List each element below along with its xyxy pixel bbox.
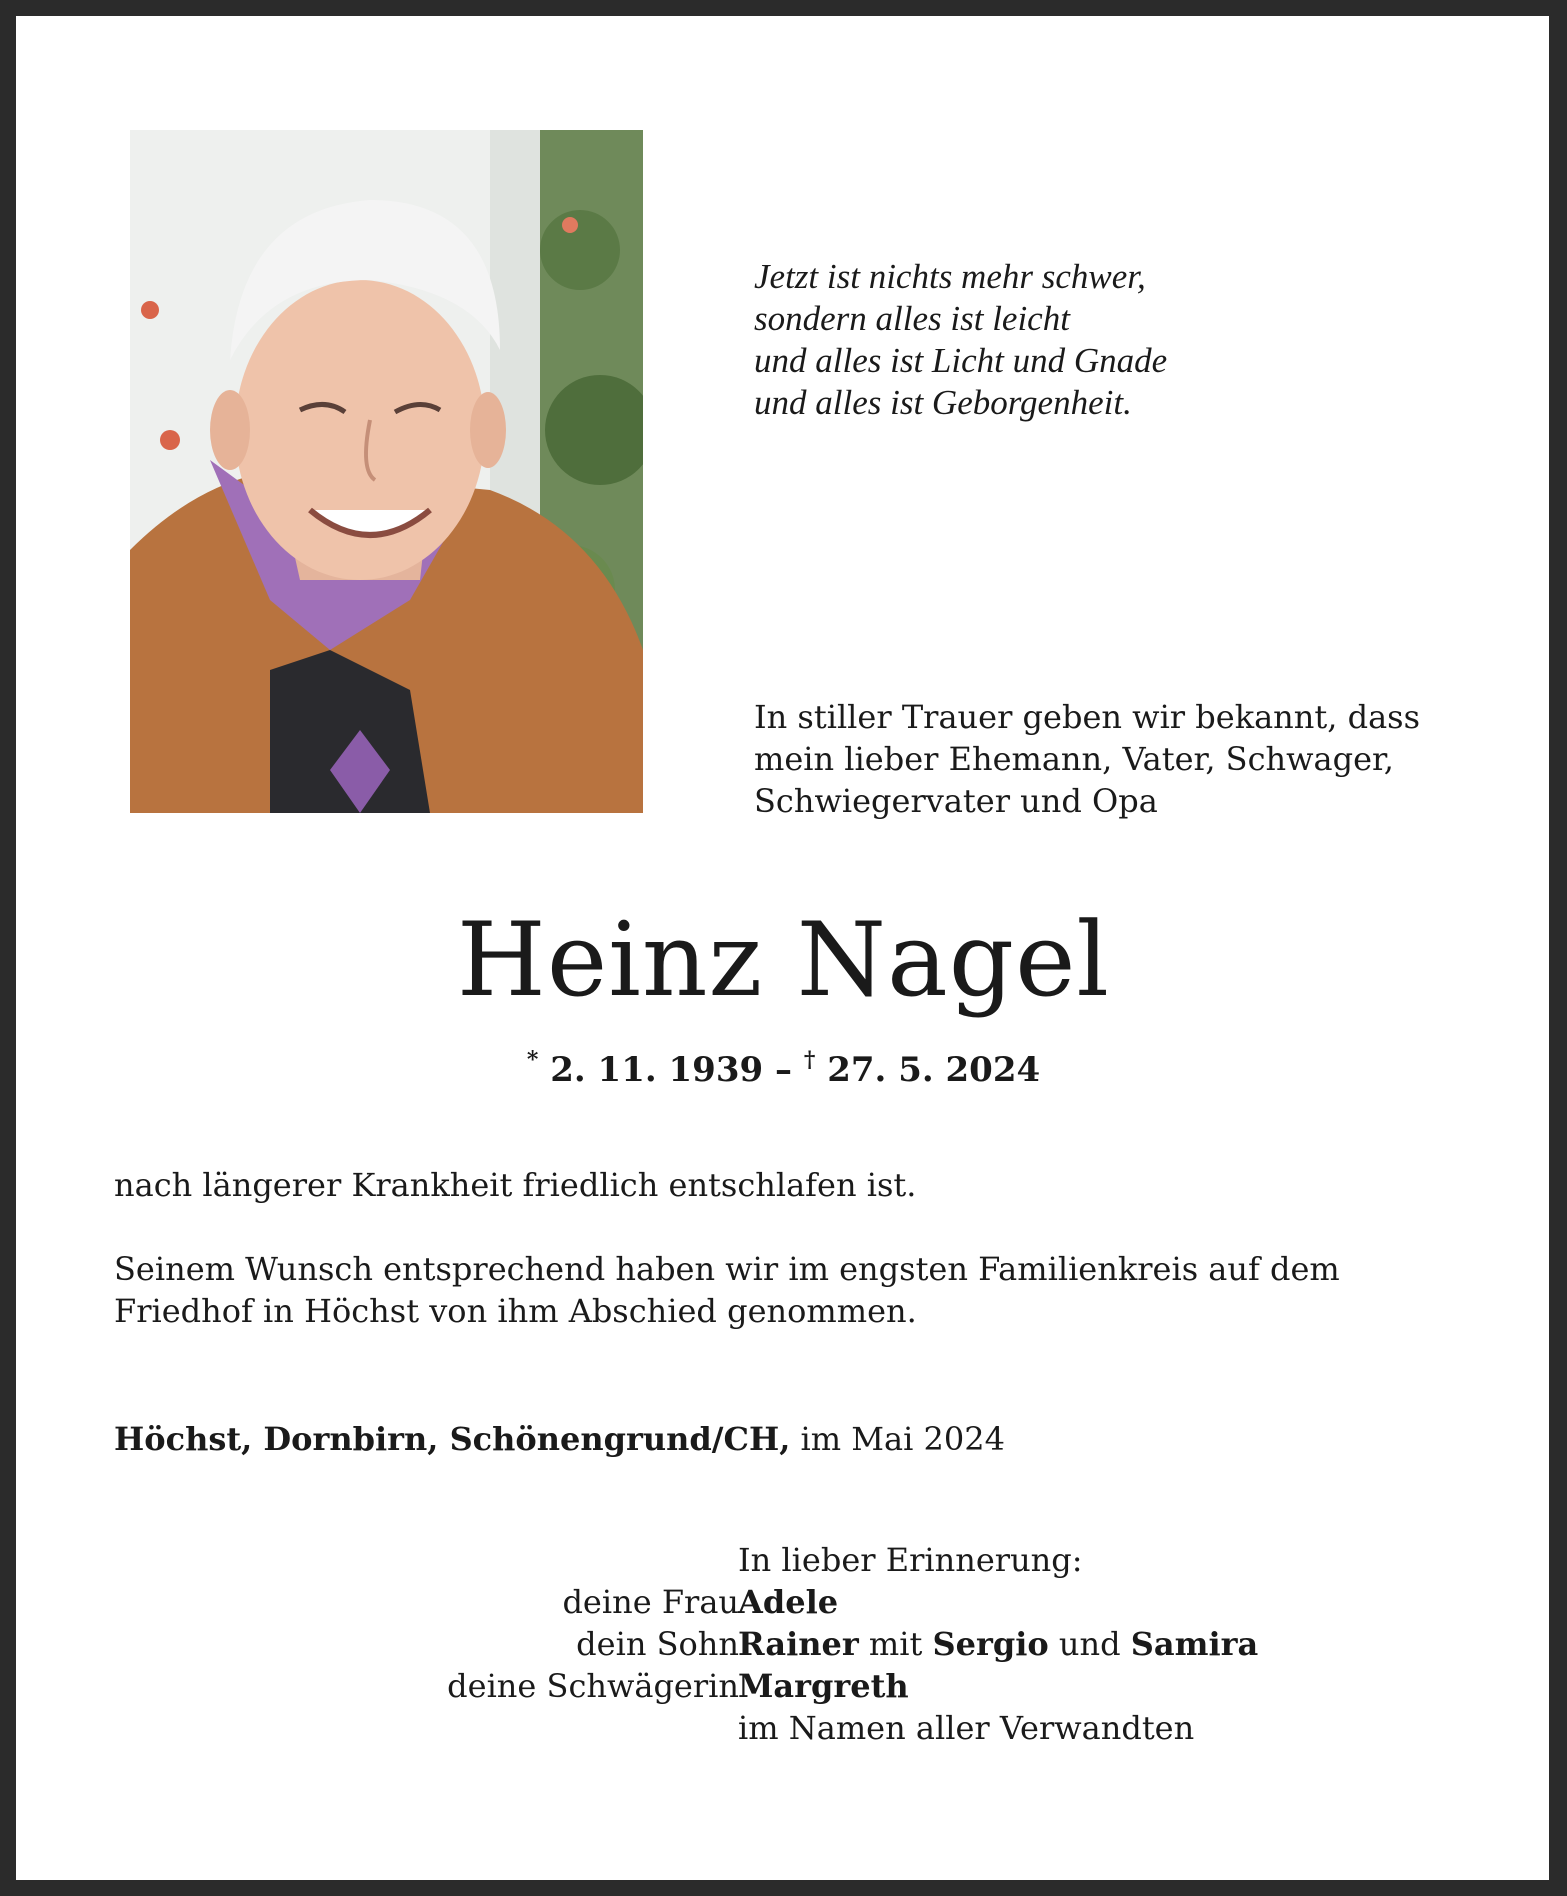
announcement-date: im Mai 2024 — [800, 1420, 1005, 1458]
life-dates — [0, 1040, 1567, 1090]
signature-block — [0, 1539, 1567, 1749]
relation-label: deine Schwägerin — [447, 1667, 739, 1705]
locations: Höchst, Dornbirn, Schönengrund/CH, — [114, 1420, 791, 1458]
relation-label: deine Frau — [562, 1583, 739, 1621]
mourner-name: Margreth — [738, 1667, 909, 1705]
birth-date: 2. 11. 1939 — [550, 1050, 764, 1090]
intro-text — [754, 696, 1420, 822]
place-and-date — [114, 1418, 1005, 1460]
signature-closing: im Namen aller Verwandten — [738, 1709, 1195, 1747]
birth-symbol: * — [526, 1047, 539, 1073]
farewell-text — [114, 1248, 1340, 1332]
farewell-line: Friedhof in Höchst von ihm Abschied genommen. — [114, 1292, 917, 1330]
poem-line: sondern alles ist leicht — [754, 299, 1070, 338]
connector-word: und — [1058, 1625, 1121, 1663]
deceased-name: Heinz Nagel — [456, 901, 1111, 1020]
connector-word: mit — [868, 1625, 923, 1663]
relation-label: dein Sohn — [576, 1625, 739, 1663]
intro-line: mein lieber Ehemann, Vater, Schwager, — [754, 740, 1394, 778]
poem-verse — [754, 256, 1167, 424]
signature-row — [0, 1665, 1567, 1707]
portrait-photo — [130, 130, 643, 813]
passing-line: nach längerer Krankheit friedlich entschlafen ist. — [114, 1166, 917, 1204]
poem-line: Jetzt ist nichts mehr schwer, — [754, 257, 1146, 296]
mourner-name: Rainer — [738, 1625, 859, 1663]
poem-line: und alles ist Geborgenheit. — [754, 383, 1132, 422]
mourner-name: Samira — [1130, 1625, 1259, 1663]
farewell-line: Seinem Wunsch entsprechend haben wir im engsten Familienkreis auf dem — [114, 1250, 1340, 1288]
mourner-name: Sergio — [932, 1625, 1049, 1663]
intro-line: In stiller Trauer geben wir bekannt, dass — [754, 698, 1420, 736]
portrait-illustration — [130, 130, 643, 813]
signature-heading: In lieber Erinnerung: — [738, 1541, 1083, 1579]
date-separator: – — [775, 1050, 792, 1090]
poem-line: und alles ist Licht und Gnade — [754, 341, 1168, 380]
signature-row — [0, 1623, 1567, 1665]
death-date: 27. 5. 2024 — [827, 1050, 1041, 1090]
signature-row — [0, 1581, 1567, 1623]
mourner-name: Adele — [738, 1583, 839, 1621]
intro-line: Schwiegervater und Opa — [754, 782, 1158, 820]
death-symbol: † — [803, 1047, 816, 1073]
